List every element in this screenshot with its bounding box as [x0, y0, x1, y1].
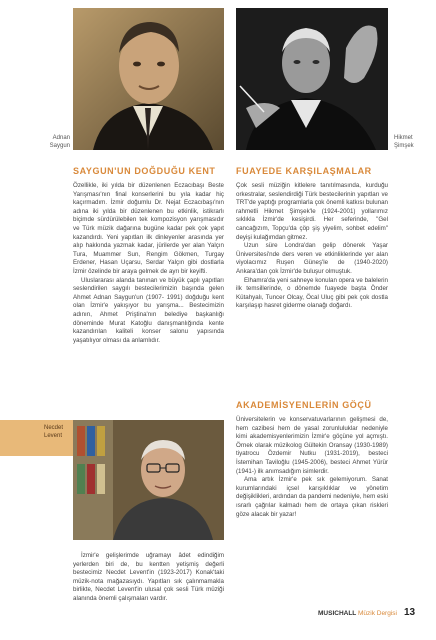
right-paragraph-5: Ama artık İzmir'e pek sık gelemiyorum. Sanat kurumlarındaki içsel karışıklıklar ve yönetim değişiklikleri, ardından da pandemi nedeniyle, hem eski ısrarlı çağrılar kalmadı hem de ortaya çıkan riskleri göze alacak bir yazar!: [236, 476, 388, 518]
left-paragraph-3: İzmir'e gelişlerimde uğramayı âdet edindiğim yerlerden biri de, bu kentten yetişmiş değerli bestecimiz Necdet Levent'in (1923-2017) Konak'taki müzik-nota mağazasıydı. Yapıtları sık çalınmamakla birlikte, Necdet Levent'in ulusal çok sesli Türk müziği alanında önemli çalışmaları vardır.: [73, 552, 224, 602]
footer-brand-sub: Müzik Dergisi: [357, 610, 397, 617]
simsek-caption: [394, 134, 414, 150]
saygun-photo: [73, 8, 224, 150]
levent-caption: [44, 424, 63, 440]
footer-brand-name: MUSICHALL: [318, 610, 357, 617]
left-column-bottom: [73, 552, 224, 604]
left-paragraph-1: Özellikle, iki yılda bir düzenlenen Eczacıbaşı Beste Yarışması'nın final konserlerini bu yıla kadar hiç kaçırmadım. İzmir doğumlu Dr. Nejat Eczacıbaşı'nın adına iki yılda bir düzenlenen bu etkinlik, istikrarlı biçimde sürdürülebilen tek kompozisyon yarışmasıdır ve Türk müzik dağarına bugüne kadar pek çok yapıt kazandırdı. Yeni yapıtları ilk dinleyenler arasında yer alıp hakkında yazmak kadar, jürilerde yer alan Yalçın Tura, Muammer Sun, Rengim Gökmen, Turgay Erdener, Hasan Uçarsu, Serdar Yalçın gibi dostlarla İzmir özelinde bir araya gelmek de ayrı bir keyifti.: [73, 182, 224, 275]
left-paragraph-2: Uluslararası alanda tanınan ve büyük çaplı yapıtları seslendirilen saygılı bestecilerimizin başında gelen Ahmet Adnan Saygun'un (1907- 1991) doğduğu kent olan İzmir'e yakışıyor bu yarışma... Bestecimizin adının, Ahmet Priştina'nın belediye başkanlığı döneminde Murat Katoğlu danışmanlığında kente kazandırılan kaliteli konser salonu yapısında yaşatılıyor olması da anlamlıdır.: [73, 276, 224, 344]
saygun-caption-line2: Saygun: [49, 143, 70, 149]
right-paragraph-3: Elhamra'da yeni sahneye konulan opera ve balelerin ilk temsillerinde, o dönemde fuayede başta Önder Kütahyalı, Tuncer Olcay, Öcal Uluç gibi pek çok dostla karşılaşıp hasret giderme olanağı doğardı.: [236, 276, 388, 310]
right-column-top: [236, 182, 388, 311]
simsek-caption-line2: Şimşek: [394, 143, 414, 149]
saygun-caption: [40, 134, 70, 150]
heading-akademisyen: AKADEMİSYENLERİN GÖÇÜ: [236, 400, 372, 410]
heading-fuayede: FUAYEDE KARŞILAŞMALAR: [236, 166, 372, 176]
levent-caption-line1: Necdet: [44, 425, 64, 431]
right-paragraph-2: Uzun süre Londra'dan gelip dönerek Yaşar Üniversitesi'nde ders veren ve etkinliklerinde yer alan viyolacımız Ruşen Güneş'le de (1940-2020) Ankara'dan çok İzmir'de buluşur olmuştuk.: [236, 242, 388, 275]
levent-caption-line2: Levent: [44, 433, 63, 439]
page-number: 13: [404, 607, 416, 618]
simsek-photo: [236, 8, 388, 150]
heading-saygun: SAYGUN'UN DOĞDUĞU KENT: [73, 166, 216, 176]
levent-photo: [73, 420, 224, 540]
right-paragraph-4: Üniversitelerin ve konservatuvarlarının gelişmesi de, hem cazibesi hem de yasal zorunluluklar nedeniyle kimi akademisyenlerimizin İzmir'e göçüne yol açmıştı. Örnek olarak müzikolog Gültekin Oransay (1930-1989) tiyatrocu Özdemir Nutku (1931-2019), besteci İstemihan Taviloğlu (1945-2006), besteci Ahmet Yürür (1941-) ilk anımsadığım isimlerdir.: [236, 416, 388, 475]
right-paragraph-1: Çok sesli müziğin kitlelere tanıtılmasında, kurduğu orkestralar, seslendirdiği Türk bestecilerinin yapıtları ve TRT'de yaptığı programlarla çok önemli katkısı bulunan rahmetli Hikmet Şimşek'le (1924-2001) yollarımız sıklıkla İzmir'de kesişirdi. Her seferinde, "Gel cancağızım, Topçu'da çöp şiş yiyelim, sohbet edelim" deyişi kulağımdan gitmez.: [236, 182, 388, 241]
right-column-bottom: [236, 416, 388, 519]
footer-brand: [318, 610, 397, 617]
saygun-caption-line1: Adnan: [52, 135, 70, 141]
simsek-caption-line1: Hikmet: [394, 135, 413, 141]
left-column-top: [73, 182, 224, 345]
